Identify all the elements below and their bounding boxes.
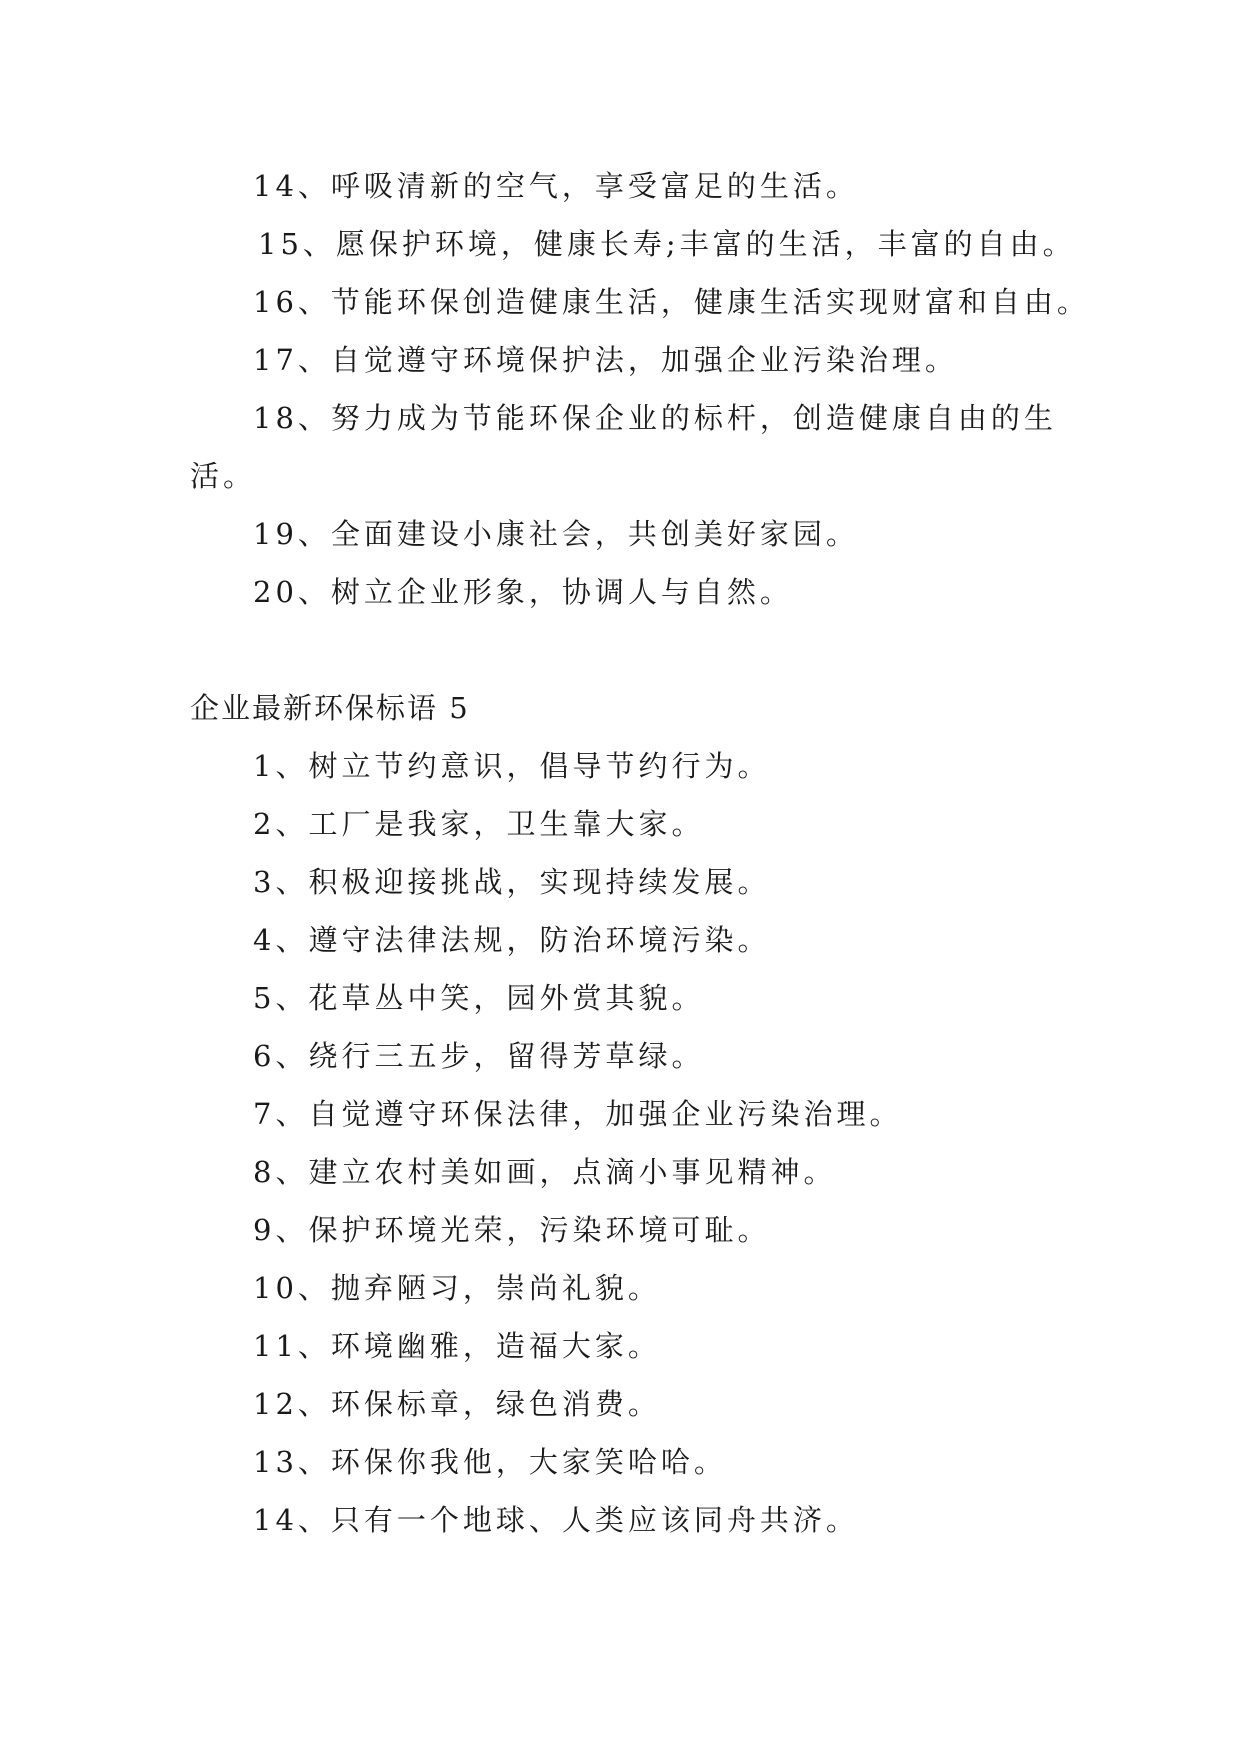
slogan-line: 20、树立企业形象，协调人与自然。 xyxy=(253,575,793,609)
slogan-line: 12、环保标章，绿色消费。 xyxy=(253,1387,661,1421)
slogan-line: 4、遵守法律法规，防治环境污染。 xyxy=(253,923,771,957)
slogan-line: 7、自觉遵守环保法律，加强企业污染治理。 xyxy=(253,1097,903,1131)
slogan-line: 5、花草丛中笑，园外赏其貌。 xyxy=(253,981,705,1015)
slogan-line: 16、节能环保创造健康生活，健康生活实现财富和自由。 xyxy=(253,285,1090,319)
slogan-line: 3、积极迎接挑战，实现持续发展。 xyxy=(253,865,771,899)
slogan-line-continuation: 活。 xyxy=(190,459,257,493)
slogan-line: 14、只有一个地球、人类应该同舟共济。 xyxy=(253,1503,859,1537)
slogan-line: 10、抛弃陋习，崇尚礼貌。 xyxy=(253,1271,661,1305)
slogan-line: 14、呼吸清新的空气，享受富足的生活。 xyxy=(253,169,859,203)
slogan-line: 8、建立农村美如画，点滴小事见精神。 xyxy=(253,1155,837,1189)
section-heading: 企业最新环保标语 5 xyxy=(190,691,470,725)
slogan-line: 11、环境幽雅，造福大家。 xyxy=(253,1329,661,1363)
slogan-line: 17、自觉遵守环境保护法，加强企业污染治理。 xyxy=(253,343,958,377)
slogan-line: 13、环保你我他，大家笑哈哈。 xyxy=(253,1445,727,1479)
slogan-line: 1、树立节约意识，倡导节约行为。 xyxy=(253,749,771,783)
slogan-line: 15、愿保护环境，健康长寿;丰富的生活，丰富的自由。 xyxy=(258,227,1076,261)
slogan-line: 18、努力成为节能环保企业的标杆，创造健康自由的生 xyxy=(253,401,1057,435)
slogan-line: 6、绕行三五步，留得芳草绿。 xyxy=(253,1039,705,1073)
slogan-line: 2、工厂是我家，卫生靠大家。 xyxy=(253,807,705,841)
slogan-line: 9、保护环境光荣，污染环境可耻。 xyxy=(253,1213,771,1247)
slogan-line: 19、全面建设小康社会，共创美好家园。 xyxy=(253,517,859,551)
